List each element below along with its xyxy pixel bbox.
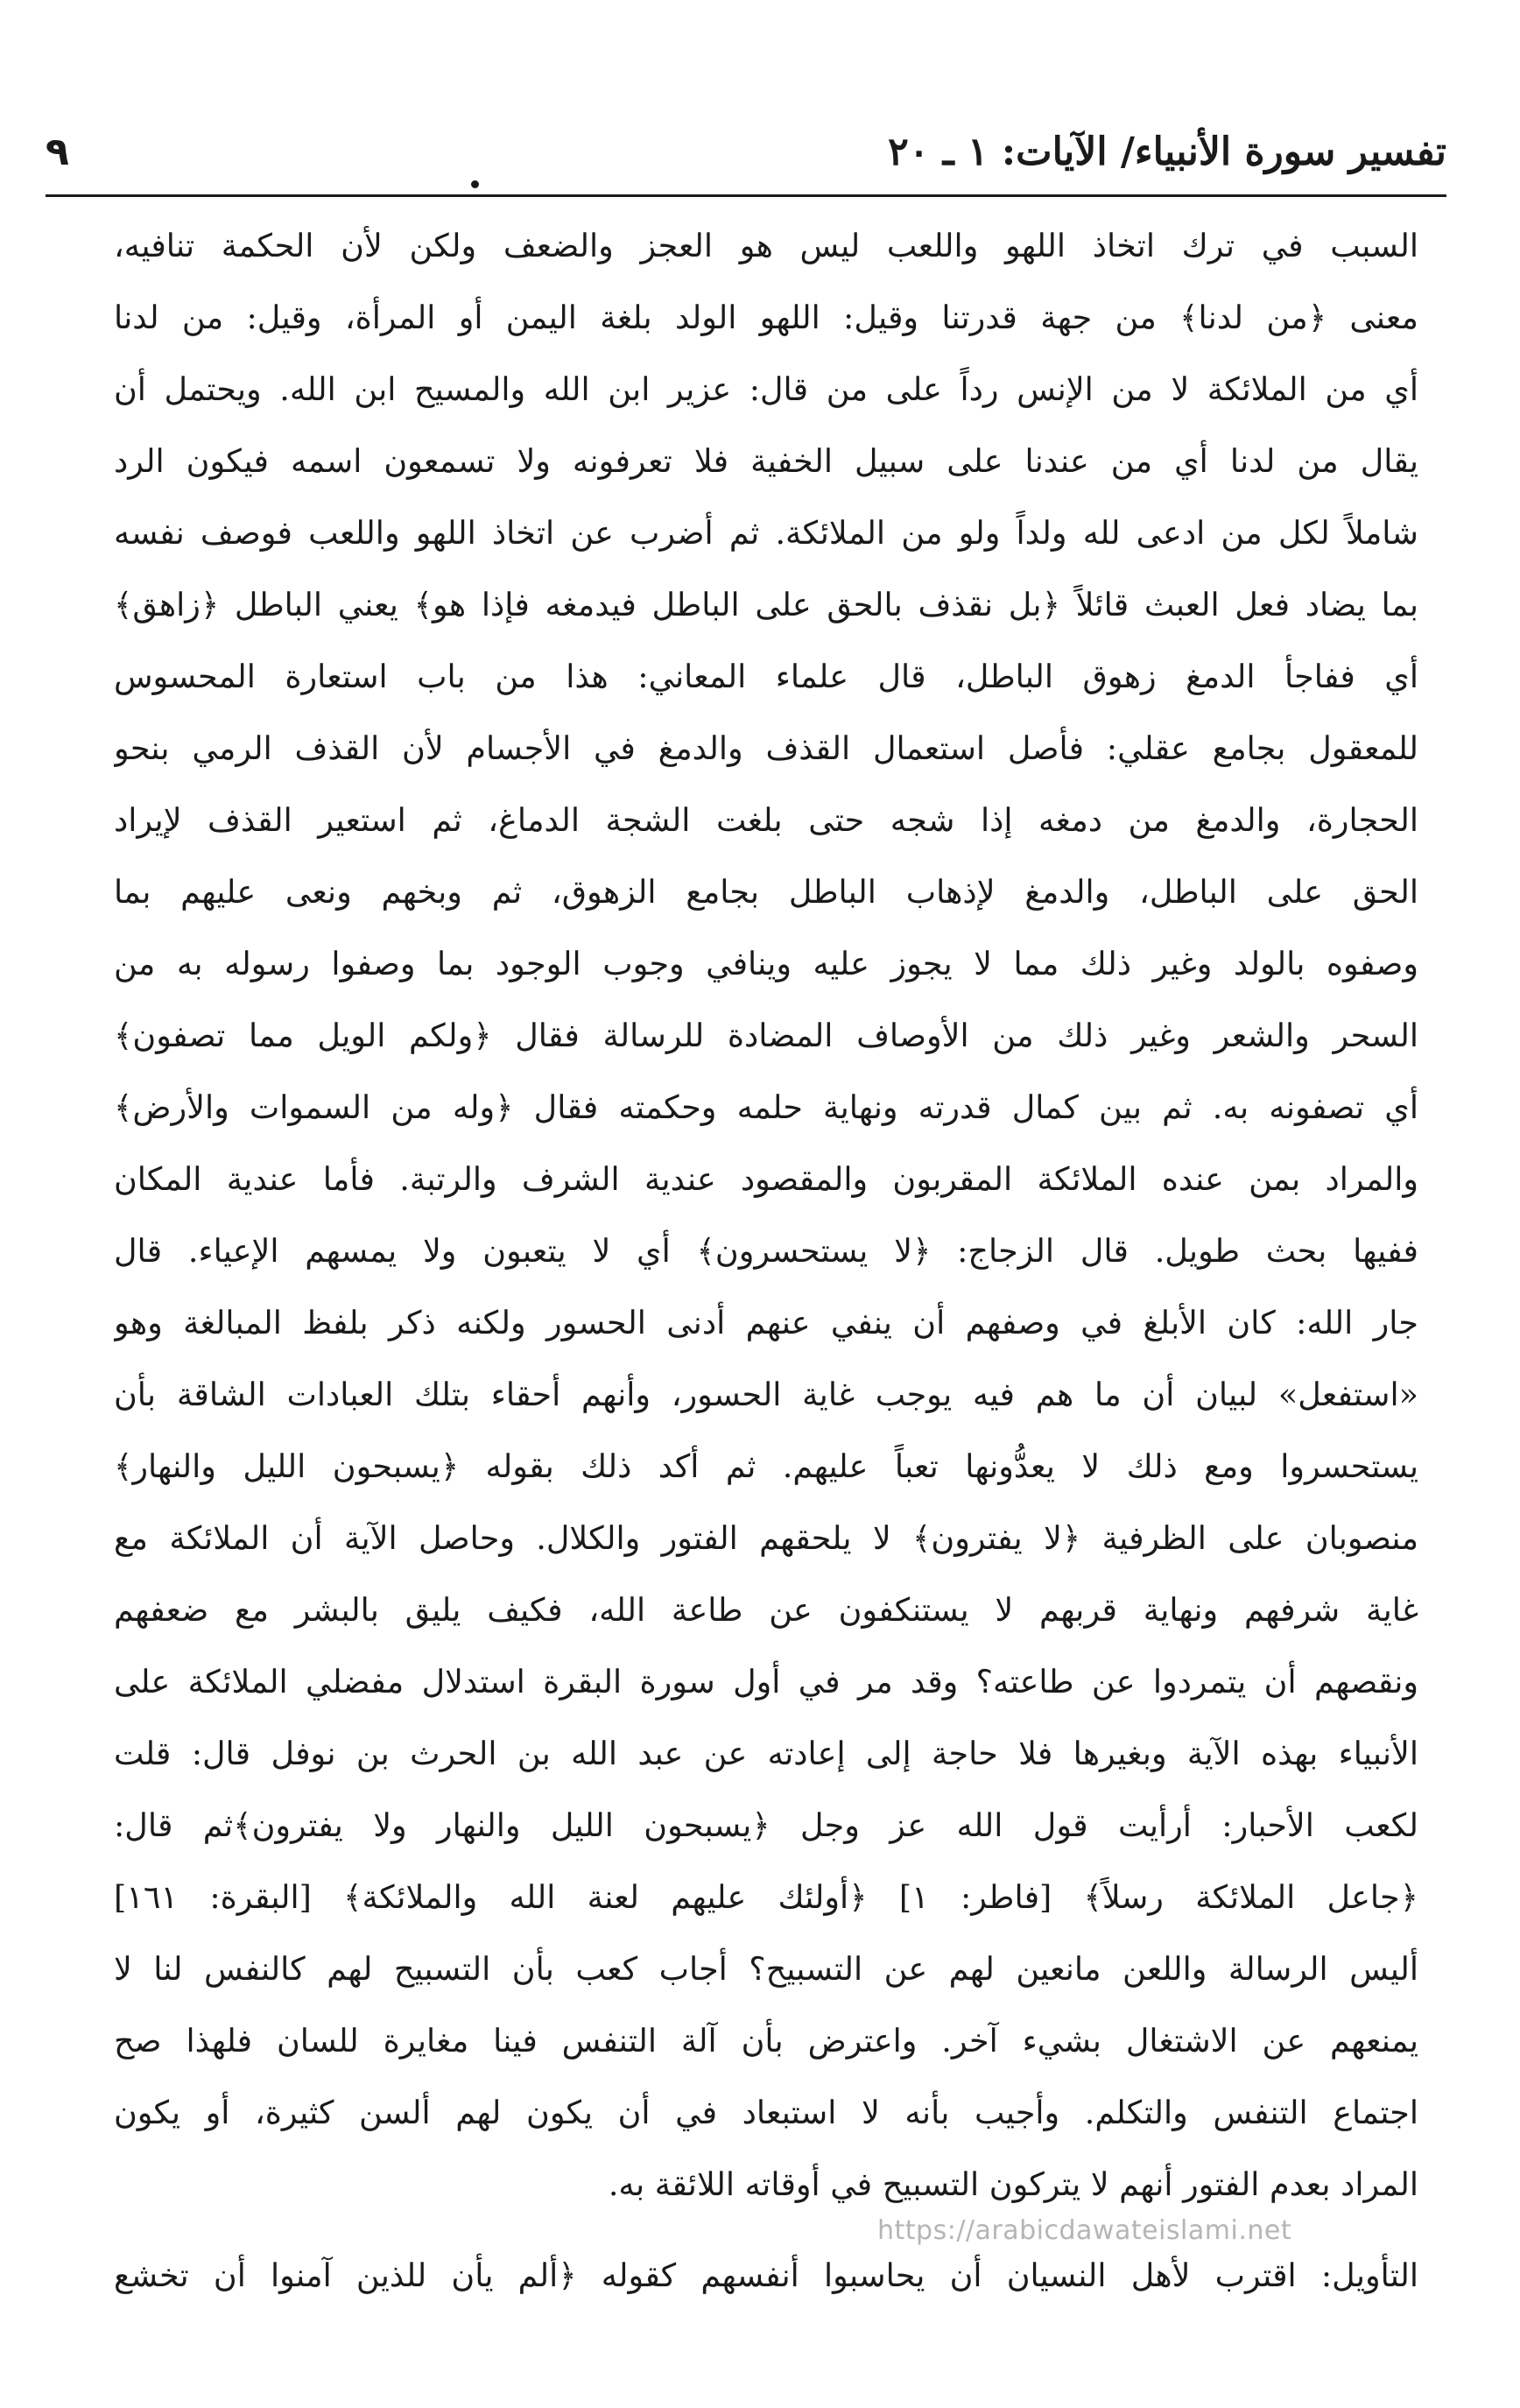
header-divider bbox=[46, 194, 1446, 197]
text-line: للمعقول بجامع عقلي: فأصل استعمال القذف والدمغ في الأجسام لأن القذف الرمي بنحو bbox=[114, 729, 1418, 767]
text-line: يقال من لدنا أي من عندنا على سبيل الخفية فلا تعرفونه ولا تسمعون اسمه فيكون الرد bbox=[114, 442, 1418, 480]
text-line: أي ففاجأ الدمغ زهوق الباطل، قال علماء المعاني: هذا من باب استعارة المحسوس bbox=[114, 658, 1418, 695]
text-line: والمراد بمن عنده الملائكة المقربون والمقصود عندية الشرف والرتبة. فأما عندية المكان bbox=[114, 1160, 1418, 1198]
body-text bbox=[114, 210, 1418, 2312]
running-title: تفسير سورة الأنبياء/ الآيات: ١ ـ ٢٠ bbox=[888, 130, 1446, 174]
page-header bbox=[46, 130, 1446, 191]
text-line: شاملاً لكل من ادعى لله ولداً ولو من الملائكة. ثم أضرب عن اتخاذ اللهو واللعب فوصف نفسه bbox=[114, 514, 1418, 552]
text-line: المراد بعدم الفتور أنهم لا يتركون التسبيح في أوقاته اللائقة به. bbox=[608, 2165, 1418, 2203]
text-line: اجتماع التنفس والتكلم. وأجيب بأنه لا استبعاد في أن يكون لهم ألسن كثيرة، أو يكون bbox=[114, 2094, 1418, 2131]
text-line: أي من الملائكة لا من الإنس رداً على من قال: عزير ابن الله والمسيح ابن الله. ويحتمل أن bbox=[114, 370, 1418, 408]
text-line: لكعب الأحبار: أرأيت قول الله عز وجل ﴿يسبحون الليل والنهار ولا يفترون﴾ثم قال: bbox=[114, 1806, 1418, 1844]
header-dot-mark bbox=[471, 180, 479, 188]
text-line: الأنبياء بهذه الآية وبغيرها فلا حاجة إلى إعادته عن عبد الله بن الحرث بن نوفل قال: قلت bbox=[114, 1735, 1418, 1772]
text-line: ﴿جاعل الملائكة رسلاً﴾ [فاطر: ١] ﴿أولئك عليهم لعنة الله والملائكة﴾ [البقرة: ١٦١] bbox=[114, 1878, 1418, 1916]
text-line: «استفعل» لبيان أن ما هم فيه يوجب غاية الحسور، وأنهم أحقاء بتلك العبادات الشاقة بأن bbox=[114, 1376, 1418, 1413]
text-line: يستحسروا ومع ذلك لا يعدُّونها تعباً عليهم. ثم أكد ذلك بقوله ﴿يسبحون الليل والنهار﴾ bbox=[114, 1447, 1418, 1485]
text-line: السحر والشعر وغير ذلك من الأوصاف المضادة للرسالة فقال ﴿ولكم الويل مما تصفون﴾ bbox=[114, 1017, 1418, 1054]
page-number: ٩ bbox=[46, 130, 69, 174]
text-line: بما يضاد فعل العبث قائلاً ﴿بل نقذف بالحق على الباطل فيدمغه فإذا هو﴾ يعني الباطل ﴿زاهق﴾ bbox=[114, 586, 1418, 623]
watermark-url: https://arabicdawateislami.net bbox=[877, 2215, 1292, 2246]
text-line: ونقصهم أن يتمردوا عن طاعته؟ وقد مر في أول سورة البقرة استدلال مفضلي الملائكة على bbox=[114, 1663, 1418, 1700]
text-line: ففيها بحث طويل. قال الزجاج: ﴿لا يستحسرون﴾ أي لا يتعبون ولا يمسهم الإعياء. قال bbox=[114, 1232, 1418, 1270]
text-line: وصفوه بالولد وغير ذلك مما لا يجوز عليه وينافي وجوب الوجود بما وصفوا رسوله به من bbox=[114, 945, 1418, 982]
text-line: أليس الرسالة واللعن مانعين لهم عن التسبيح؟ أجاب كعب بأن التسبيح لهم كالنفس لنا لا bbox=[114, 1950, 1418, 1988]
text-line: منصوبان على الظرفية ﴿لا يفترون﴾ لا يلحقهم الفتور والكلال. وحاصل الآية أن الملائكة مع bbox=[114, 1519, 1418, 1557]
text-line: يمنعهم عن الاشتغال بشيء آخر. واعترض بأن آلة التنفس فينا مغايرة للسان فلهذا صح bbox=[114, 2022, 1418, 2059]
text-line: الحق على الباطل، والدمغ لإذهاب الباطل بجامع الزهوق، ثم وبخهم ونعى عليهم بما bbox=[114, 873, 1418, 911]
text-line: معنى ﴿من لدنا﴾ من جهة قدرتنا وقيل: اللهو الولد بلغة اليمن أو المرأة، وقيل: من لدنا bbox=[114, 299, 1418, 336]
text-line: السبب في ترك اتخاذ اللهو واللعب ليس هو العجز والضعف ولكن لأن الحكمة تنافيه، bbox=[114, 227, 1418, 264]
text-line: غاية شرفهم ونهاية قربهم لا يستنكفون عن طاعة الله، فكيف يليق بالبشر مع ضعفهم bbox=[114, 1591, 1418, 1629]
text-line-tawil: التأويل: اقترب لأهل النسيان أن يحاسبوا أنفسهم كقوله ﴿ألم يأن للذين آمنوا أن تخشع bbox=[114, 2257, 1418, 2294]
text-line: جار الله: كان الأبلغ في وصفهم أن ينفي عنهم أدنى الحسور ولكنه ذكر بلفظ المبالغة وهو bbox=[114, 1304, 1418, 1341]
text-line: أي تصفونه به. ثم بين كمال قدرته ونهاية حلمه وحكمته فقال ﴿وله من السموات والأرض﴾ bbox=[114, 1088, 1418, 1126]
text-line: الحجارة، والدمغ من دمغه إذا شجه حتى بلغت الشجة الدماغ، ثم استعير القذف لإيراد bbox=[114, 801, 1418, 839]
